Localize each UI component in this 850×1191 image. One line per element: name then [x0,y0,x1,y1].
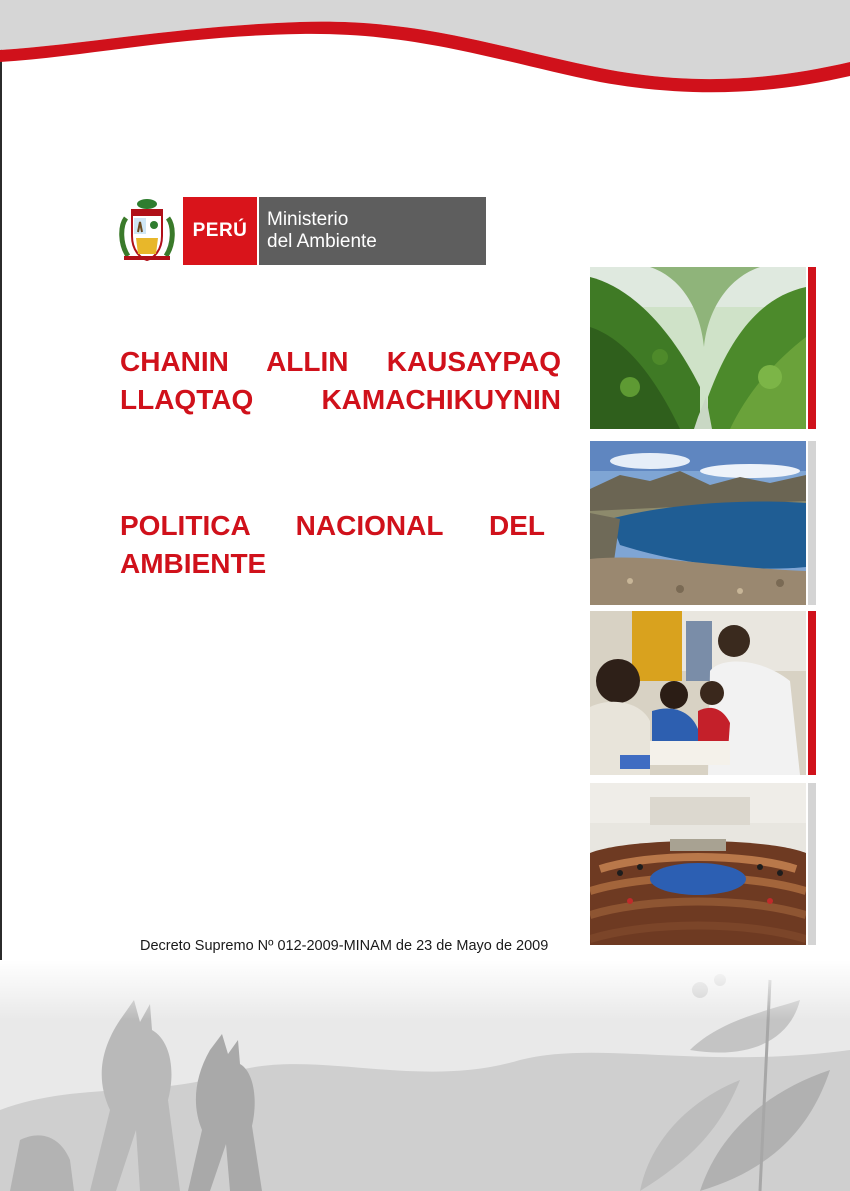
peru-label: PERÚ [183,197,257,265]
ministry-logo [118,196,486,266]
photo-accent-bar-1 [808,267,816,429]
title-quechua-line-2: LLAQTAQ KAMACHIKUYNIN [120,384,561,415]
title-spanish [120,507,545,583]
title-quechua [120,343,561,419]
ministry-line-1: Ministerio [267,209,349,230]
photo-children-classroom [590,611,806,775]
photo-mountain-lake [590,441,806,605]
photo-accent-bar-4 [808,783,816,945]
photo-forest-valley [590,267,806,429]
photo-accent-bar-3 [808,611,816,775]
title-spanish-line-1: POLITICA NACIONAL DEL [120,510,545,541]
top-wave-decoration [0,0,850,110]
decree-reference: Decreto Supremo Nº 012-2009-MINAM de 23 de Mayo de 2009 [140,938,549,954]
title-spanish-line-2: AMBIENTE [120,548,267,579]
coat-of-arms-icon [118,196,176,266]
ministry-line-2: del Ambiente [267,231,377,252]
photo-accent-bar-2 [808,441,816,605]
ministry-label [259,197,486,265]
title-quechua-line-1: CHANIN ALLIN KAUSAYPAQ [120,346,561,377]
bottom-watermark-art [0,960,850,1191]
photo-congress-hemicycle [590,783,806,945]
